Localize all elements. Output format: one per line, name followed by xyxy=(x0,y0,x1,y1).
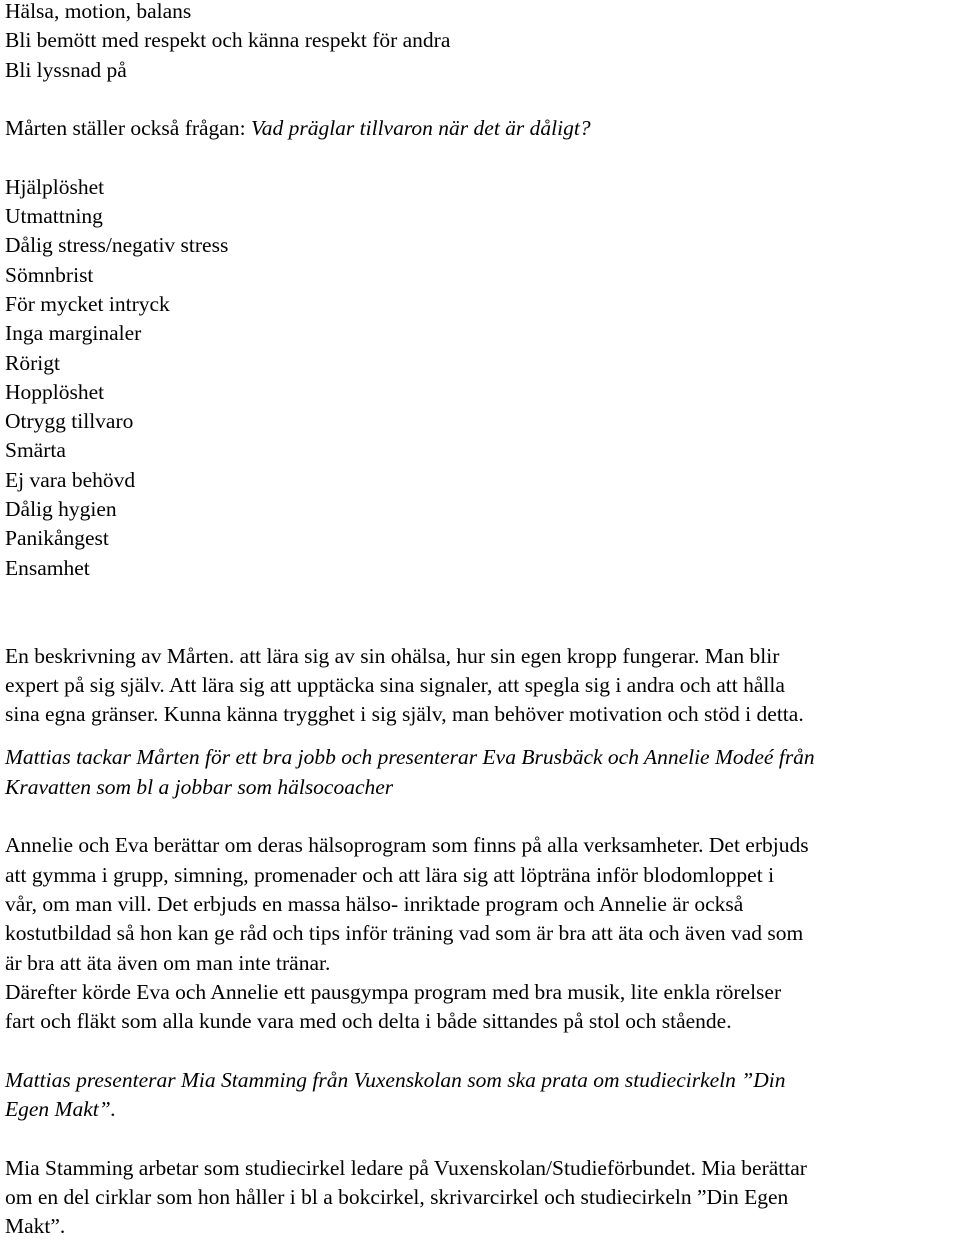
text-line: Mattias presenterar Mia Stamming från Vuxenskolan som ska prata om studiecirkeln ”Din xyxy=(5,1067,786,1092)
list-item: Smärta xyxy=(5,438,66,463)
top-list xyxy=(5,0,960,85)
document-page xyxy=(5,0,960,1241)
text-line: sina egna gränser. Kunna känna trygghet i sig själv, man behöver motivation och stöd i detta. xyxy=(5,702,804,727)
list-item: Hälsa, motion, balans xyxy=(5,0,192,23)
list-item: Utmattning xyxy=(5,204,103,229)
bad-list xyxy=(5,173,960,583)
list-item: Dålig stress/negativ stress xyxy=(5,233,229,258)
text-line: fart och fläkt som alla kunde vara med och delta i både sittandes på stol och stående. xyxy=(5,1009,732,1034)
question-italic: Vad präglar tillvaron när det är dåligt? xyxy=(250,116,591,141)
text-line: är bra att äta även om man inte tränar. xyxy=(5,950,331,975)
question-paragraph xyxy=(5,114,960,143)
text-line: Egen Makt”. xyxy=(5,1096,117,1121)
text-line: att gymma i grupp, simning, promenader och att lära sig att löpträna inför blodomloppet i xyxy=(5,862,775,887)
list-item: Hjälplöshet xyxy=(5,174,105,199)
text-line: Därefter körde Eva och Annelie ett pausgympa program med bra musik, lite enkla rörelser xyxy=(5,979,782,1004)
list-item: För mycket intryck xyxy=(5,291,170,316)
list-item: Bli bemött med respekt och känna respekt för andra xyxy=(5,28,451,53)
mattias-mia-paragraph xyxy=(5,1066,960,1125)
text-line: vår, om man vill. Det erbjuds en massa hälso- inriktade program och Annelie är också xyxy=(5,891,744,916)
list-item: Ej vara behövd xyxy=(5,467,136,492)
list-item: Hopplöshet xyxy=(5,379,105,404)
list-item: Otrygg tillvaro xyxy=(5,409,134,434)
text-line: En beskrivning av Mårten. att lära sig av sin ohälsa, hur sin egen kropp fungerar. Man blir xyxy=(5,643,780,668)
text-line: Kravatten som bl a jobbar som hälsocoacher xyxy=(5,774,394,799)
list-item: Panikångest xyxy=(5,526,109,551)
mattias-intro-paragraph xyxy=(5,743,960,802)
mia-paragraph xyxy=(5,1154,960,1242)
text-line: om en del cirklar som hon håller i bl a bokcirkel, skrivarcirkel och studiecirkeln ”Din Egen xyxy=(5,1184,789,1209)
list-item: Dålig hygien xyxy=(5,497,117,522)
list-item: Bli lyssnad på xyxy=(5,57,127,82)
list-item: Rörigt xyxy=(5,350,60,375)
text-line: Makt”. xyxy=(5,1214,66,1239)
text-line: expert på sig själv. Att lära sig att upptäcka sina signaler, att spegla sig i andra och att hålla xyxy=(5,672,785,697)
description-paragraph xyxy=(5,642,960,730)
list-item: Sömnbrist xyxy=(5,262,94,287)
text-line: Mia Stamming arbetar som studiecirkel ledare på Vuxenskolan/Studieförbundet. Mia berättar xyxy=(5,1155,807,1180)
list-item: Ensamhet xyxy=(5,555,90,580)
text-line: kostutbildad så hon kan ge råd och tips inför träning vad som är bra att äta och även vad som xyxy=(5,921,804,946)
text-line: Mattias tackar Mårten för ett bra jobb och presenterar Eva Brusbäck och Annelie Modeé från xyxy=(5,745,815,770)
list-item: Inga marginaler xyxy=(5,321,142,346)
question-prefix: Mårten ställer också frågan: xyxy=(5,116,251,141)
health-program-paragraph xyxy=(5,831,960,1036)
text-line: Annelie och Eva berättar om deras hälsoprogram som finns på alla verksamheter. Det erbjuds xyxy=(5,833,809,858)
